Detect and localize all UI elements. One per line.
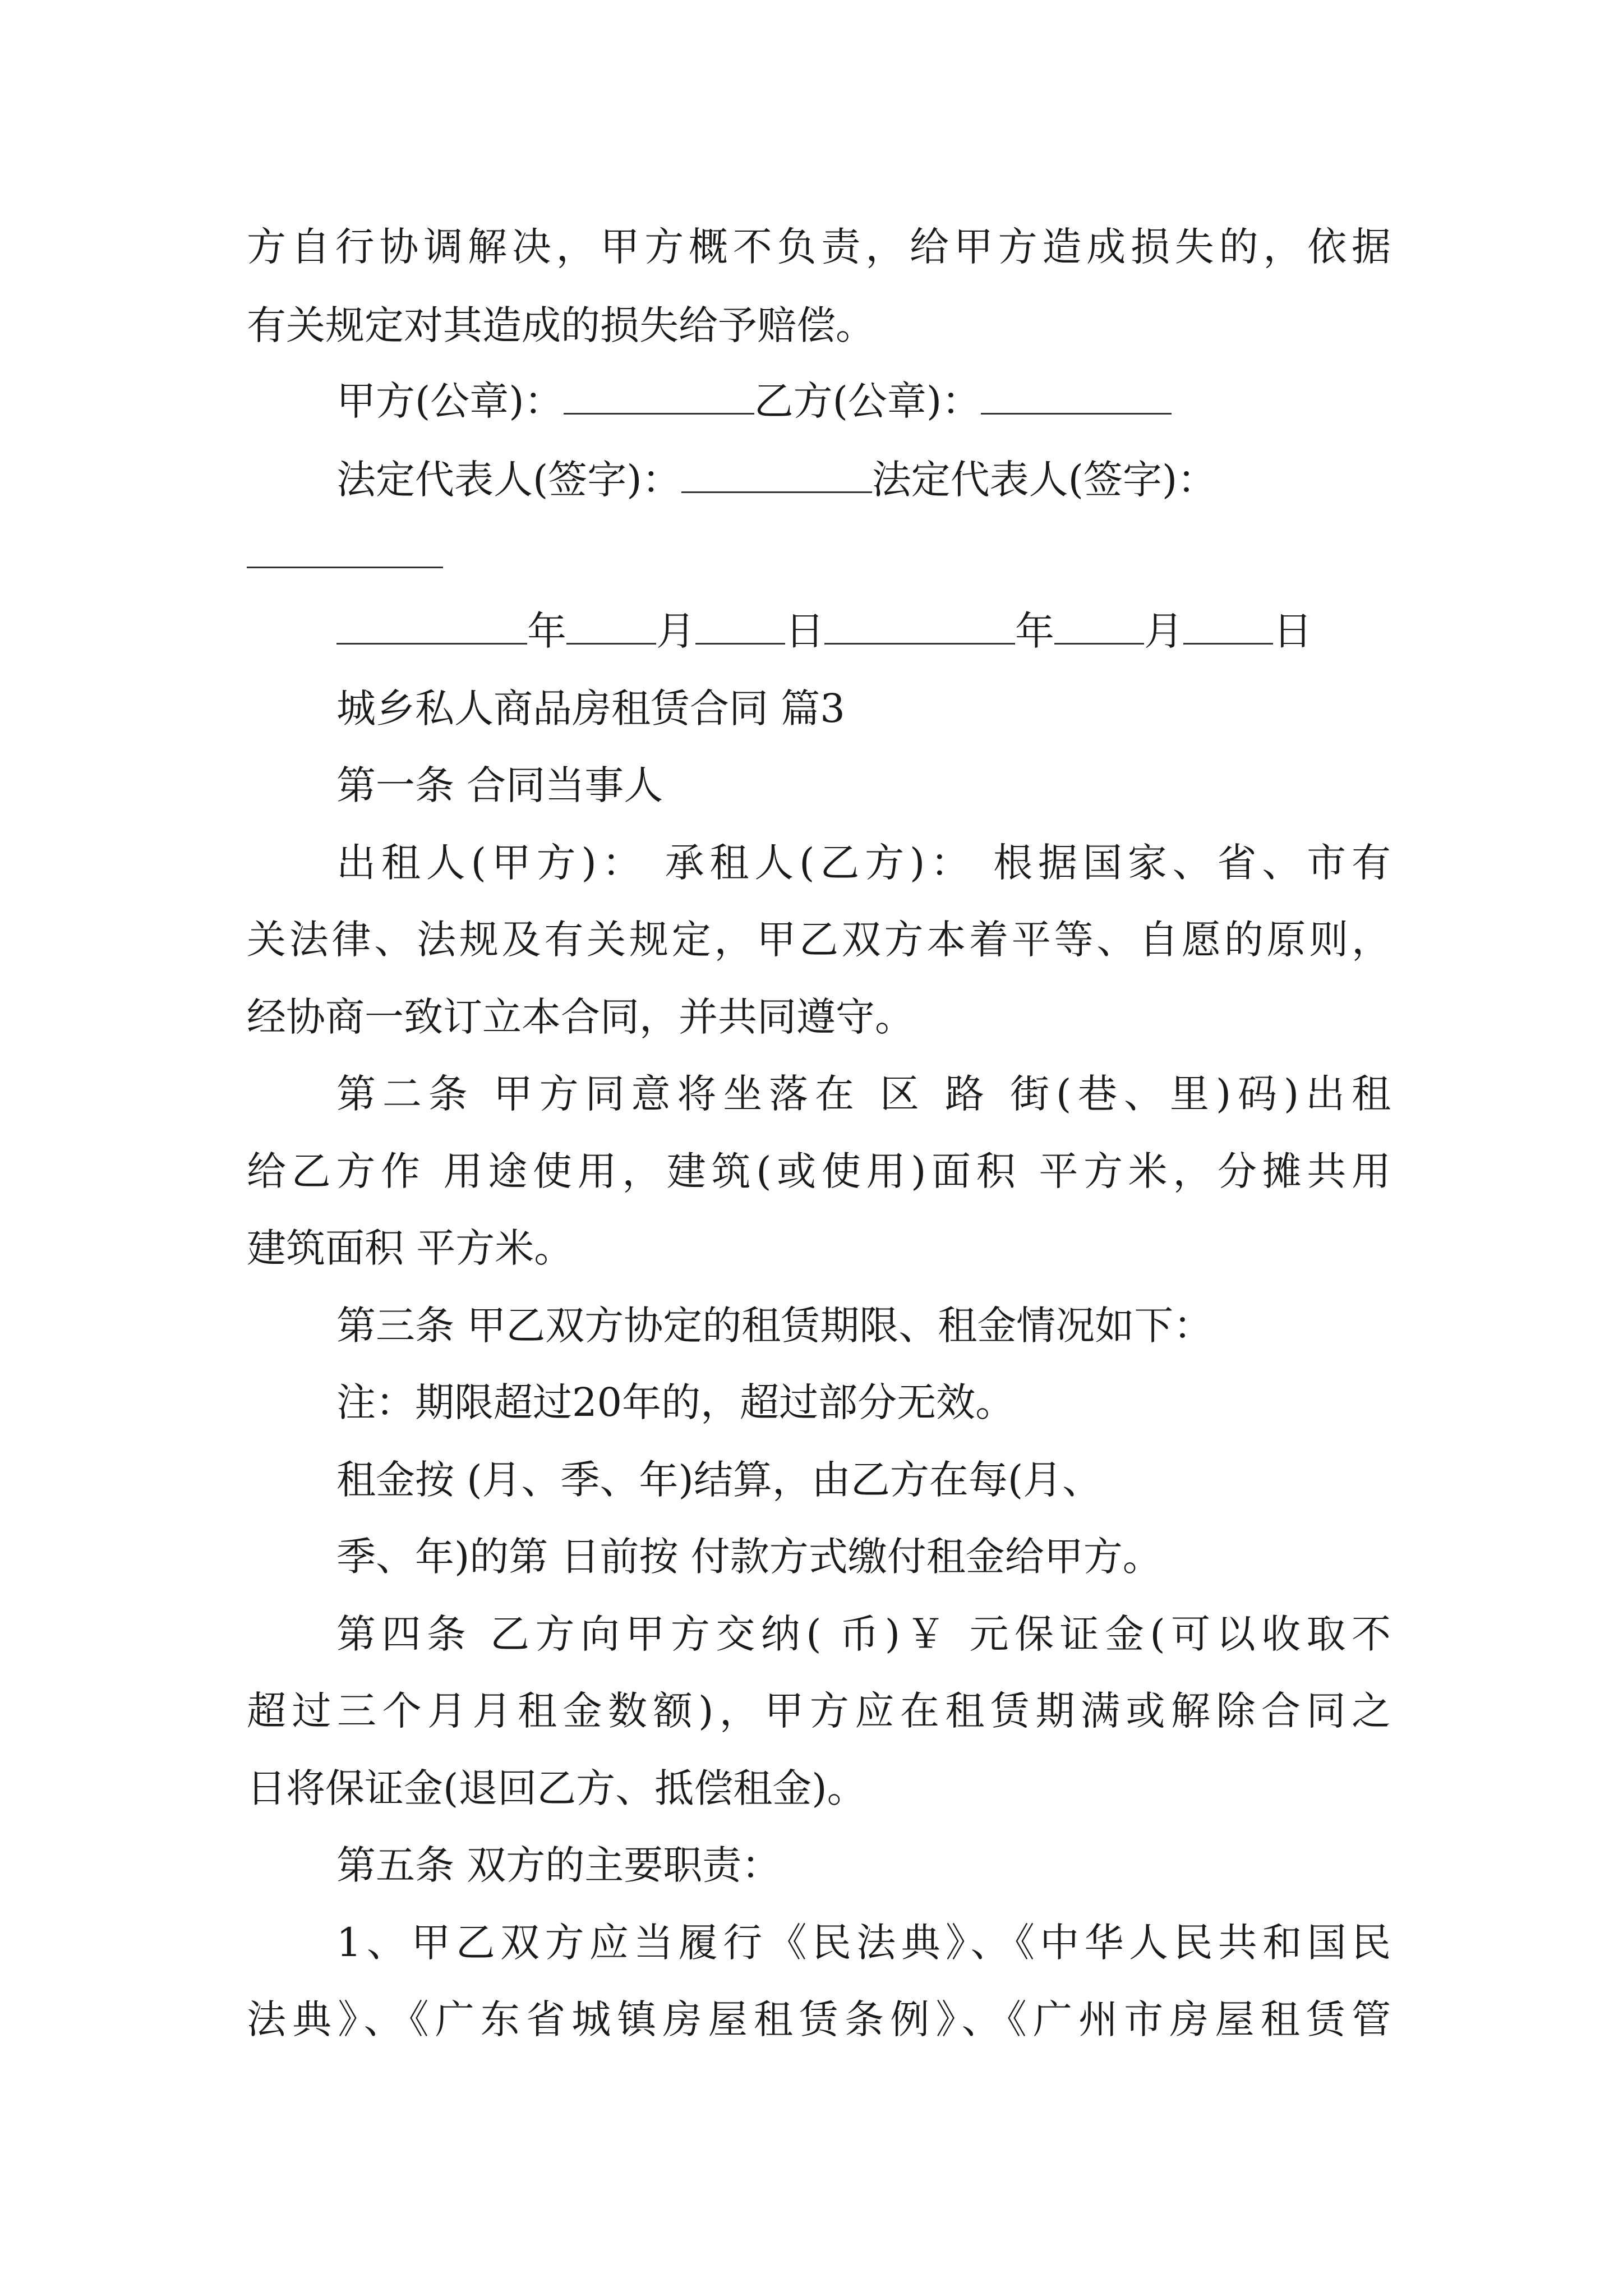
paragraph-line: 超过三个月月租金数额)，甲方应在租赁期满或解除合同之 xyxy=(247,1688,1391,1734)
party-a-seal-label: 甲方(公章)： xyxy=(336,378,564,424)
day-blank xyxy=(695,608,785,645)
day-label: 日 xyxy=(1273,608,1312,654)
year-label: 年 xyxy=(1015,608,1054,654)
legal-rep-line xyxy=(336,435,1391,524)
paragraph-line: 第一条 合同当事人 xyxy=(336,762,663,808)
year-blank xyxy=(824,608,1015,645)
month-blank xyxy=(1054,608,1144,645)
party-b-seal-blank xyxy=(981,378,1172,415)
paragraph-line: 经协商一致订立本合同，并共同遵守。 xyxy=(247,994,914,1040)
paragraph-line: 日将保证金(退回乙方、抵偿租金)。 xyxy=(247,1765,866,1811)
party-b-seal-label: 乙方(公章)： xyxy=(754,378,981,424)
paragraph-line: 第四条 乙方向甲方交纳( 币)￥ 元保证金(可以收取不 xyxy=(336,1611,1391,1657)
paragraph-line: 方自行协调解决，甲方概不负责，给甲方造成损失的，依据 xyxy=(247,224,1391,270)
legal-rep-b-blank xyxy=(247,567,443,568)
paragraph-line: 租金按 (月、季、年)结算，由乙方在每(月、 xyxy=(336,1457,1102,1503)
section-title: 城乡私人商品房租赁合同 篇3 xyxy=(336,685,845,731)
legal-rep-a-label: 法定代表人(签字)： xyxy=(336,457,681,503)
legal-rep-b-label: 法定代表人(签字)： xyxy=(872,457,1217,503)
year-label: 年 xyxy=(527,608,566,654)
day-blank xyxy=(1183,608,1273,645)
paragraph-line: 第五条 双方的主要职责： xyxy=(336,1842,781,1888)
month-blank xyxy=(566,608,656,645)
paragraph-line: 出租人(甲方)： 承租人(乙方)： 根据国家、省、市有 xyxy=(336,840,1391,886)
seal-line xyxy=(336,356,1391,446)
paragraph-line: 关法律、法规及有关规定，甲乙双方本着平等、自愿的原则， xyxy=(247,917,1391,963)
paragraph-line: 给乙方作 用途使用，建筑(或使用)面积 平方米，分摊共用 xyxy=(247,1148,1391,1194)
month-label: 月 xyxy=(1144,608,1183,654)
party-a-seal-blank xyxy=(564,378,754,415)
paragraph-line: 法典》、《广东省城镇房屋租赁条例》、《广州市房屋租赁管 xyxy=(247,1996,1391,2042)
paragraph-line: 1、甲乙双方应当履行《民法典》、《中华人民共和国民 xyxy=(336,1920,1391,1966)
paragraph-line: 第三条 甲乙双方协定的租赁期限、租金情况如下： xyxy=(336,1303,1213,1349)
day-label: 日 xyxy=(785,608,824,654)
date-line xyxy=(336,586,1391,676)
year-blank xyxy=(336,608,527,645)
paragraph-line: 有关规定对其造成的损失给予赔偿。 xyxy=(247,302,875,348)
month-label: 月 xyxy=(656,608,695,654)
paragraph-line: 季、年)的第 日前按 付款方式缴付租金给甲方。 xyxy=(336,1534,1162,1580)
legal-rep-a-blank xyxy=(681,456,872,493)
paragraph-line: 注：期限超过20年的，超过部分无效。 xyxy=(336,1379,1015,1425)
paragraph-line: 第二条 甲方同意将坐落在 区 路 街(巷、里)码)出租 xyxy=(336,1071,1391,1117)
paragraph-line: 建筑面积 平方米。 xyxy=(247,1225,574,1271)
